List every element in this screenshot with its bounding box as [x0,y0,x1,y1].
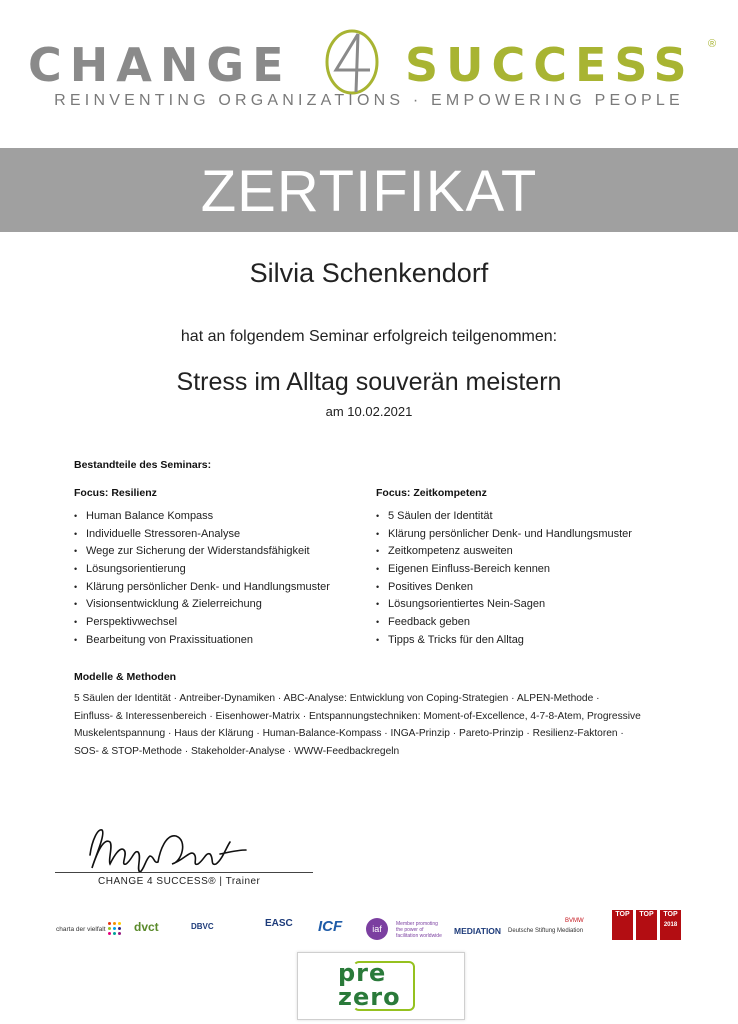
prezero-line2: zero [338,983,401,1011]
brand-logo [0,18,738,92]
certificate-title: ZERTIFIKAT [200,159,538,224]
top-award-badge: TOP 2018 [660,910,681,940]
methods-heading: Modelle & Methoden [74,671,177,683]
recipient-name: Silvia Schenkendorf [249,258,489,288]
list-item: • Lösungsorientiertes Nein-Sagen [376,596,632,614]
top-award-badge: TOP [612,910,633,940]
time-competence-list [376,508,632,650]
methods-line: 5 Säulen der Identität · Antreiber-Dynamiken · ABC-Analyse: Entwicklung von Coping-Strategien · ALPEN-Methode · [74,693,600,704]
signature-line [55,872,313,873]
methods-line: SOS- & STOP-Methode · Stakeholder-Analyse · WWW-Feedbackregeln [74,746,400,758]
signature-caption: CHANGE 4 SUCCESS® | Trainer [98,876,261,887]
list-item: • Zeitkompetenz ausweiten [376,543,632,561]
prezero-line1: pre [338,959,387,987]
focus-time-heading: Focus: Zeitkompetenz [376,487,487,499]
partner-icf-logo: ICF [318,918,343,935]
list-item: • Human Balance Kompass [74,508,330,526]
partner-bvmw-logo: BVMW [565,918,584,924]
partner-dbvc-logo: DBVC [191,922,214,931]
brand-registered-mark: ® [708,38,717,50]
list-item: • 5 Säulen der Identität [376,508,632,526]
list-item: • Positives Denken [376,579,632,597]
list-item: • Wege zur Sicherung der Widerstandsfähigkeit [74,543,330,561]
list-item: • Perspektivwechsel [74,614,330,632]
focus-resilience-heading: Focus: Resilienz [74,487,157,499]
list-item: • Bearbeitung von Praxissituationen [74,632,330,650]
list-item: • Visionsentwicklung & Zielerreichung [74,596,330,614]
list-item: • Tipps & Tricks für den Alltag [376,632,632,650]
methods-text [74,690,674,761]
brand-right-text: SUCCESS [405,38,695,92]
brand-4-mark-icon [312,18,392,98]
brand-tagline: REINVENTING ORGANIZATIONS · EMPOWERING PEOPLE [54,92,684,109]
top-award-badge: TOP [636,910,657,940]
trainer-signature [80,820,250,880]
methods-line: Einfluss- & Interessenbereich · Eisenhower-Matrix · Entspannungstechniken: Moment-of-Excellence, 4-7-8-Atem, Progressive [74,710,641,722]
partner-dvct-logo: dvct [134,920,159,934]
methods-line: Muskelentspannung · Haus der Klärung · Human-Balance-Kompass · INGA-Prinzip · Pareto-Prinzip · Resilienz-Faktoren · [74,728,624,740]
resilience-list [74,508,330,650]
partner-easc-logo: EASC [265,918,293,929]
components-heading: Bestandteile des Seminars: [74,459,212,471]
intro-text: hat an folgendem Seminar erfolgreich teilgenommen: [180,328,558,345]
list-item: • Klärung persönlicher Denk- und Handlungsmuster [74,579,330,597]
list-item: • Lösungsorientierung [74,561,330,579]
partner-ds-mediation-logo: Deutsche Stiftung Mediation [508,928,584,934]
partner-charta-logo: charta der vielfalt [56,926,106,933]
prezero-logo [297,952,465,1020]
list-item: • Individuelle Stressoren-Analyse [74,526,330,544]
list-item: • Klärung persönlicher Denk- und Handlungsmuster [376,526,632,544]
seminar-title: Stress im Alltag souverän meistern [176,368,562,396]
partner-iaf-text: Member promoting the power of facilitation worldwide [396,921,442,939]
seminar-date: am 10.02.2021 [325,404,413,419]
list-item: • Eigenen Einfluss-Bereich kennen [376,561,632,579]
brand-left-text: CHANGE [28,38,292,92]
partner-mediation-logo: MEDIATION [454,926,502,936]
list-item: • Feedback geben [376,614,632,632]
charta-dots-icon [108,922,122,936]
partner-iaf-logo: iaf [366,918,388,940]
